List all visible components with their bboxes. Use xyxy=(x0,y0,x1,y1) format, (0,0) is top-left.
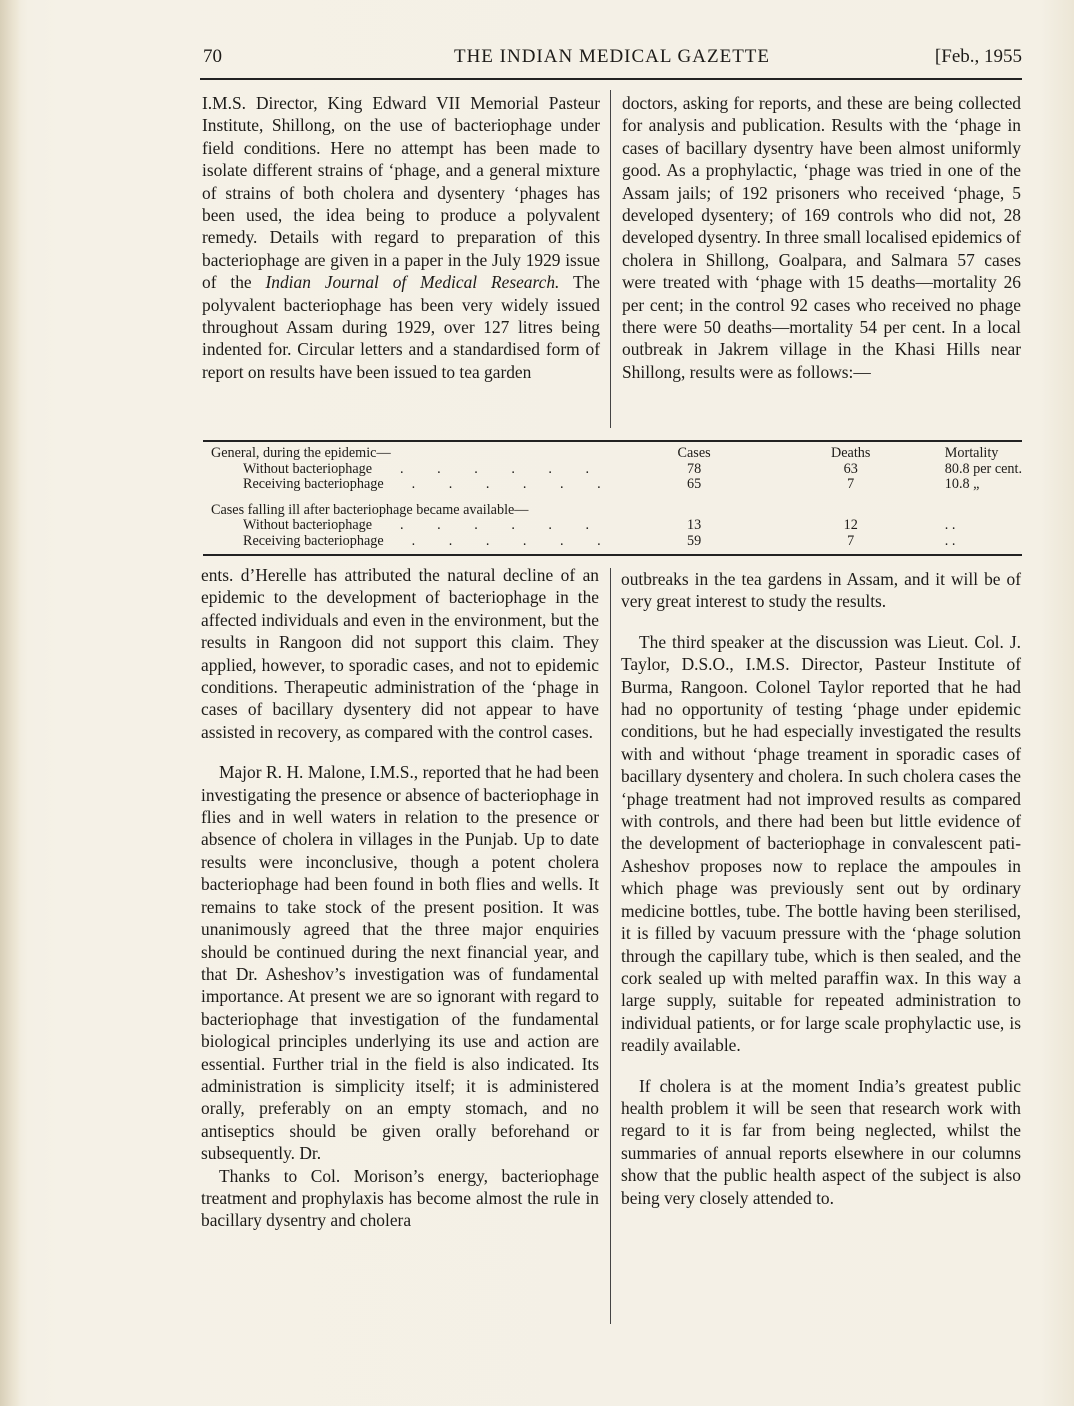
results-table xyxy=(203,440,1022,556)
table-header-row xyxy=(203,446,1022,462)
journal-title: THE INDIAN MEDICAL GAZETTE xyxy=(453,46,771,67)
column-divider xyxy=(610,90,611,428)
header-rule xyxy=(200,78,1022,80)
top-left-column xyxy=(202,92,600,383)
paragraph: The third speaker at the discussion was Lieut. Col. J. Taylor, D.S.O., I.M.S. Director, Pasteur Institute of Burma, Rangoon. Colonel Taylor reported that he had had no opportunity of testing ‘phage under epidemic conditions, but he had especially investigated the results with and without ‘phage treament in sporadic cases of bacillary dysentery and cholera. In such cholera cases the ‘phage treatment had not improved results as compared with controls, and there had been but little evidence of the development of bacteriophage in convalescent pati- Asheshov proposes now to replace the ampoules in which phage was previously sent out by ordinary medicine bottles, tube. The bottle having been sterilised, it is filled by vacuum pressure with the ‘phage solution through the capillary tube, which is then sealed, and the cork sealed up with melted paraffin wax. In this way a large supply, suitable for repeated administration to individual patients, or for large scale prophylactic use, is readily available. xyxy=(621,631,1021,1056)
column-header-mortality: Mortality xyxy=(944,445,999,461)
table-row: Without bacteriophage . . . . . . 78 63 80.8 per cent. xyxy=(243,460,1022,477)
column-header-deaths: Deaths xyxy=(831,445,871,461)
running-header xyxy=(200,46,1024,74)
journal-citation: Indian Journal of Medical Research. xyxy=(265,272,560,293)
paragraph: I.M.S. Director, King Edward VII Memorial Pasteur Institute, Shillong, on the use of bacteriophage under field conditions. Here no attempt has been made to isolate different strains of ‘phage, and a general mixture of strains of both cholera and dysentery ‘phages has been used, the idea being to produce a polyvalent remedy. Details with regard to preparation of this bacteriophage are given in a paper in the July 1929 issue of the Indian Journal of Medical Research. The polyvalent bacteriophage has been very widely issued throughout Assam during 1929, over 127 litres being indented for. Circular letters and a standardised form of report on results have been issued to tea garden xyxy=(202,93,600,382)
bottom-left-column xyxy=(201,564,599,1232)
column-divider xyxy=(610,568,611,1324)
page-binding-edge xyxy=(0,0,20,1406)
bottom-right-column xyxy=(621,568,1021,1209)
issue-date: [Feb., 1955 xyxy=(934,46,1022,67)
table-bottom-rule xyxy=(203,554,1022,556)
table-row: Without bacteriophage . . . . . . 13 12 . . xyxy=(243,517,956,533)
group-heading: General, during the epidemic— xyxy=(211,445,391,461)
paragraph: doctors, asking for reports, and these are being collected for analysis and publication. Results with the ‘phage in cases of bacillary dysentry have been almost uniformly good. As a prophylactic, ‘phage was tried in one of the Assam jails; of 192 prisoners who received ‘phage, 5 developed dysentery; of 169 controls who did not, 28 developed dysentry. In three small localised epidemics of cholera in Shillong, Goalpara, and Salmara 57 cases were treated with ‘phage with 15 deaths—mortality 26 per cent; in the control 92 cases who received no phage there were 50 deaths—mortality 54 per cent. In a local outbreak in Jakrem village in the Khasi Hills near Shillong, results were as follows:— xyxy=(622,93,1021,382)
column-header-cases: Cases xyxy=(677,445,711,461)
paragraph: If cholera is at the moment India’s greatest public health problem it will be seen that research work with regard to it is far from being neglected, whilst the summaries of annual reports elsewhere in our columns show that the public health aspect of the subject is also being very closely attended to. xyxy=(621,1075,1021,1208)
page-number: 70 xyxy=(203,46,222,67)
table-row: Receiving bacteriophage . . . . . . 65 7 10.8 „ xyxy=(243,476,980,492)
table-row: Receiving bacteriophage . . . . . . 59 7 . . xyxy=(243,532,956,549)
paragraph: Thanks to Col. Morison’s energy, bacteriophage treatment and prophylaxis has become almost the rule in bacillary dysentry and cholera xyxy=(201,1165,599,1231)
top-right-column xyxy=(622,92,1021,383)
paragraph: ents. d’Herelle has attributed the natural decline of an epidemic to the development of bacteriophage in the affected individuals and even in the environment, but the results in Rangoon did not support this claim. They applied, however, to sporadic cases, and not to epidemic conditions. Therapeutic administration of the ‘phage in cases of bacillary dysentery did not appear to have assisted in recovery, as compared with the control cases. xyxy=(201,565,599,742)
table-top-rule xyxy=(203,440,1022,442)
group-heading: Cases falling ill after bacteriophage became available— xyxy=(211,501,529,518)
paragraph: Major R. H. Malone, I.M.S., reported that he had been investigating the presence or absence of bacteriophage in flies and in well waters in relation to the presence or absence of cholera in villages in the Punjab. Up to date results were inconclusive, though a potent cholera bacteriophage had been found in both flies and wells. It remains to take stock of the present position. It was unanimously agreed that the three major enquiries should be continued during the next financial year, and that Dr. Asheshov’s investigation was of fundamental importance. At present we are so ignorant with regard to bacteriophage that investigation of the fundamental biological principles underlying its use and action are essential. Further trial in the field is also indicated. Its administration is simplicity itself; it is administered orally, preferably on an empty stomach, and no antiseptics should be given orally beforehand or subsequently. Dr. xyxy=(201,762,599,1164)
paragraph: outbreaks in the tea gardens in Assam, and it will be of very great interest to study the results. xyxy=(621,569,1021,612)
table-row xyxy=(203,503,1022,519)
